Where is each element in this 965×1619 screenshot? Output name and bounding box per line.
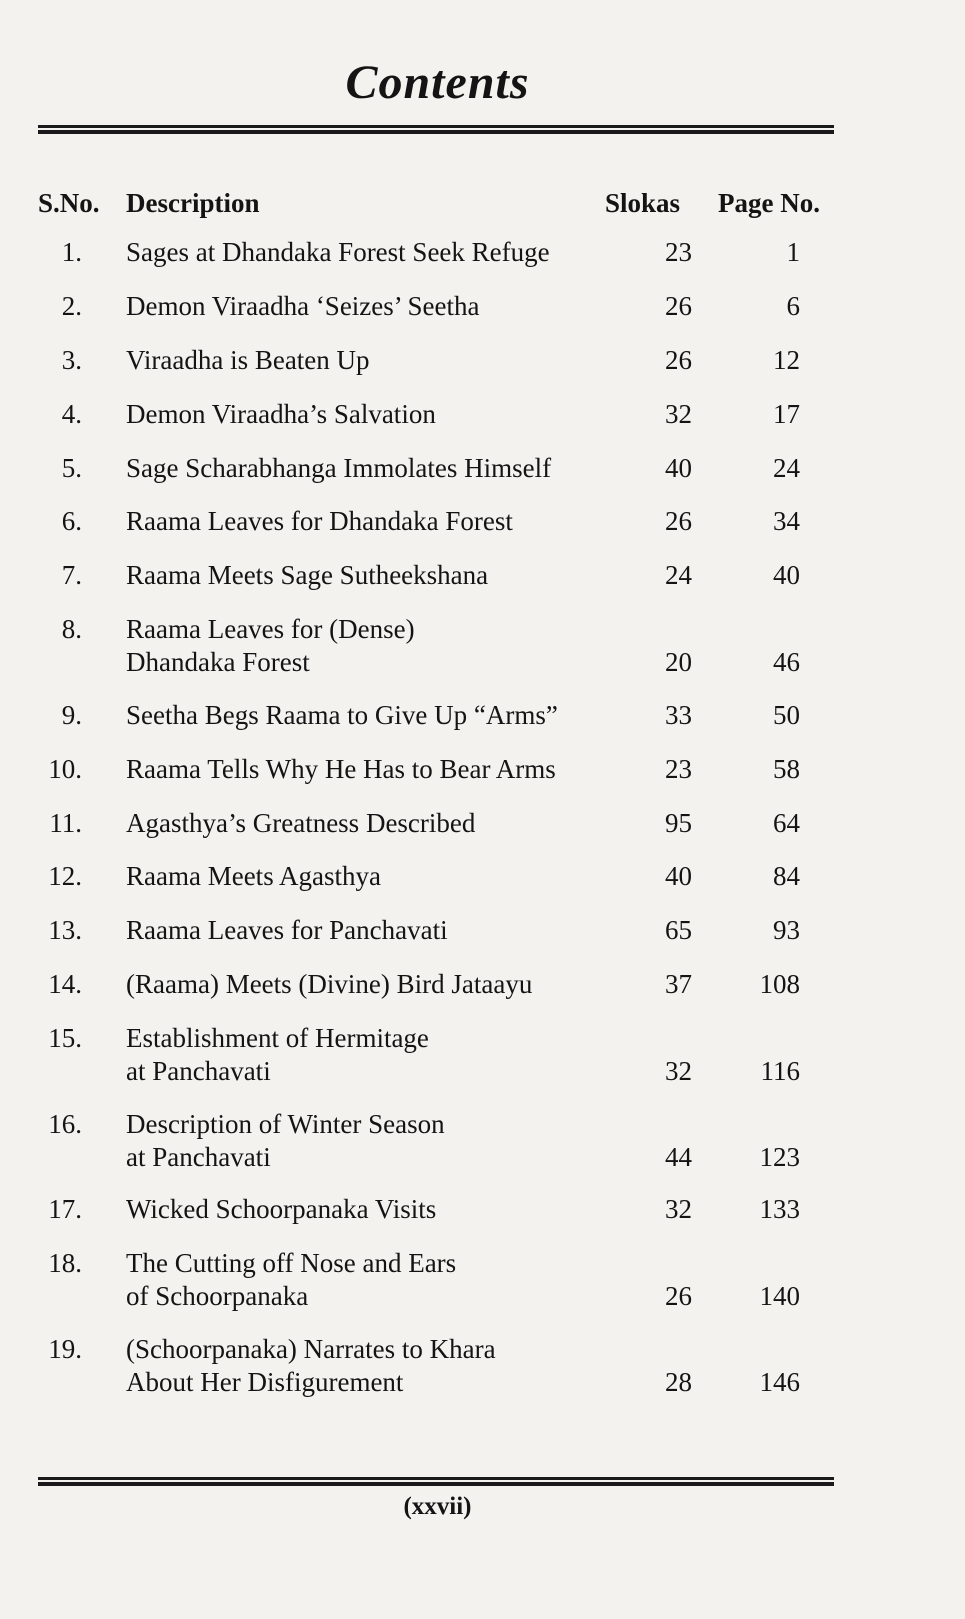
row-description — [126, 699, 616, 732]
row-description-line: Raama Tells Why He Has to Bear Arms — [126, 754, 556, 784]
row-slokas: 32 — [665, 399, 692, 429]
row-description — [126, 914, 616, 947]
row-page-number: 17 — [773, 399, 800, 429]
row-description-line: Demon Viraadha’s Salvation — [126, 399, 436, 429]
row-description-line: Description of Winter Season — [126, 1109, 445, 1139]
row-description-line: Raama Leaves for (Dense) — [126, 614, 415, 644]
row-description — [126, 807, 616, 840]
row-slokas: 44 — [665, 1142, 692, 1172]
row-description-line: Dhandaka Forest — [126, 647, 310, 677]
row-page-number: 146 — [759, 1367, 800, 1397]
row-page-number: 1 — [786, 237, 800, 267]
row-slokas: 40 — [665, 861, 692, 891]
row-description-line: Raama Meets Sage Sutheekshana — [126, 560, 489, 590]
row-page-number: 116 — [760, 1056, 800, 1086]
row-slokas: 26 — [665, 345, 692, 375]
row-page-number: 93 — [773, 915, 800, 945]
row-sno: 13. — [48, 915, 82, 945]
row-slokas: 32 — [665, 1056, 692, 1086]
row-description — [126, 452, 616, 485]
row-slokas: 40 — [665, 453, 692, 483]
page-number: (xxvii) — [403, 1493, 472, 1520]
row-description — [126, 1247, 616, 1313]
row-description — [126, 505, 616, 538]
column-header-sno: S.No. — [38, 188, 100, 218]
row-description-line: (Raama) Meets (Divine) Bird Jataayu — [126, 969, 533, 999]
row-page-number: 40 — [773, 560, 800, 590]
row-description-line: About Her Disfigurement — [126, 1367, 404, 1397]
row-sno: 14. — [48, 969, 82, 999]
row-slokas: 26 — [665, 1281, 692, 1311]
row-sno: 5. — [61, 453, 82, 483]
page-title: Contents — [345, 56, 530, 109]
row-description-line: at Panchavati — [126, 1056, 271, 1086]
row-description — [126, 290, 616, 323]
row-description-line: Raama Leaves for Dhandaka Forest — [126, 506, 513, 536]
row-sno: 2. — [61, 291, 82, 321]
row-description — [126, 753, 616, 786]
row-slokas: 23 — [665, 754, 692, 784]
row-page-number: 133 — [759, 1194, 800, 1224]
row-slokas: 20 — [665, 647, 692, 677]
row-sno: 17. — [48, 1194, 82, 1224]
row-page-number: 58 — [773, 754, 800, 784]
row-description-line: The Cutting off Nose and Ears — [126, 1248, 457, 1278]
row-sno: 7. — [61, 560, 82, 590]
column-header-page: Page No. — [718, 188, 820, 218]
row-description-line: Sages at Dhandaka Forest Seek Refuge — [126, 237, 550, 267]
row-description — [126, 613, 616, 679]
row-description-line: Wicked Schoorpanaka Visits — [126, 1194, 437, 1224]
row-description — [126, 860, 616, 893]
row-slokas: 28 — [665, 1367, 692, 1397]
row-page-number: 34 — [773, 506, 800, 536]
row-sno: 10. — [48, 754, 82, 784]
top-double-rule — [38, 125, 834, 134]
row-page-number: 108 — [759, 969, 800, 999]
row-page-number: 50 — [773, 700, 800, 730]
row-slokas: 23 — [665, 237, 692, 267]
row-sno: 19. — [48, 1334, 82, 1364]
row-sno: 11. — [49, 808, 82, 838]
row-description — [126, 236, 616, 269]
column-header-slokas: Slokas — [605, 188, 681, 218]
row-description-line: Sage Scharabhanga Immolates Himself — [126, 453, 552, 483]
row-description-line: Raama Leaves for Panchavati — [126, 915, 448, 945]
row-sno: 3. — [61, 345, 82, 375]
bottom-double-rule — [38, 1477, 834, 1486]
row-page-number: 64 — [773, 808, 800, 838]
column-header-description: Description — [126, 188, 260, 218]
row-page-number: 140 — [759, 1281, 800, 1311]
row-slokas: 26 — [665, 291, 692, 321]
row-slokas: 95 — [665, 808, 692, 838]
row-slokas: 33 — [665, 700, 692, 730]
row-page-number: 123 — [759, 1142, 800, 1172]
row-slokas: 26 — [665, 506, 692, 536]
row-sno: 12. — [48, 861, 82, 891]
row-page-number: 12 — [773, 345, 800, 375]
row-description-line: Viraadha is Beaten Up — [126, 345, 370, 375]
row-description — [126, 1333, 616, 1399]
row-sno: 9. — [61, 700, 82, 730]
row-description-line: (Schoorpanaka) Narrates to Khara — [126, 1334, 496, 1364]
row-page-number: 46 — [773, 647, 800, 677]
row-description-line: of Schoorpanaka — [126, 1281, 309, 1311]
row-slokas: 24 — [665, 560, 692, 590]
row-description-line: Establishment of Hermitage — [126, 1023, 429, 1053]
row-slokas: 32 — [665, 1194, 692, 1224]
row-description-line: Demon Viraadha ‘Seizes’ Seetha — [126, 291, 480, 321]
row-sno: 4. — [61, 399, 82, 429]
row-slokas: 65 — [665, 915, 692, 945]
row-sno: 16. — [48, 1109, 82, 1139]
row-description — [126, 398, 616, 431]
row-slokas: 37 — [665, 969, 692, 999]
row-description-line: at Panchavati — [126, 1142, 271, 1172]
row-description — [126, 1022, 616, 1088]
row-description-line: Agasthya’s Greatness Described — [126, 808, 476, 838]
row-description — [126, 559, 616, 592]
row-page-number: 24 — [773, 453, 800, 483]
row-sno: 8. — [61, 614, 82, 644]
row-description — [126, 344, 616, 377]
row-page-number: 6 — [786, 291, 800, 321]
row-sno: 6. — [61, 506, 82, 536]
row-description — [126, 968, 616, 1001]
row-description-line: Raama Meets Agasthya — [126, 861, 381, 891]
row-sno: 15. — [48, 1023, 82, 1053]
row-description — [126, 1193, 616, 1226]
row-description — [126, 1108, 616, 1174]
row-sno: 18. — [48, 1248, 82, 1278]
row-page-number: 84 — [773, 861, 800, 891]
row-description-line: Seetha Begs Raama to Give Up “Arms” — [126, 700, 558, 730]
row-sno: 1. — [61, 237, 82, 267]
